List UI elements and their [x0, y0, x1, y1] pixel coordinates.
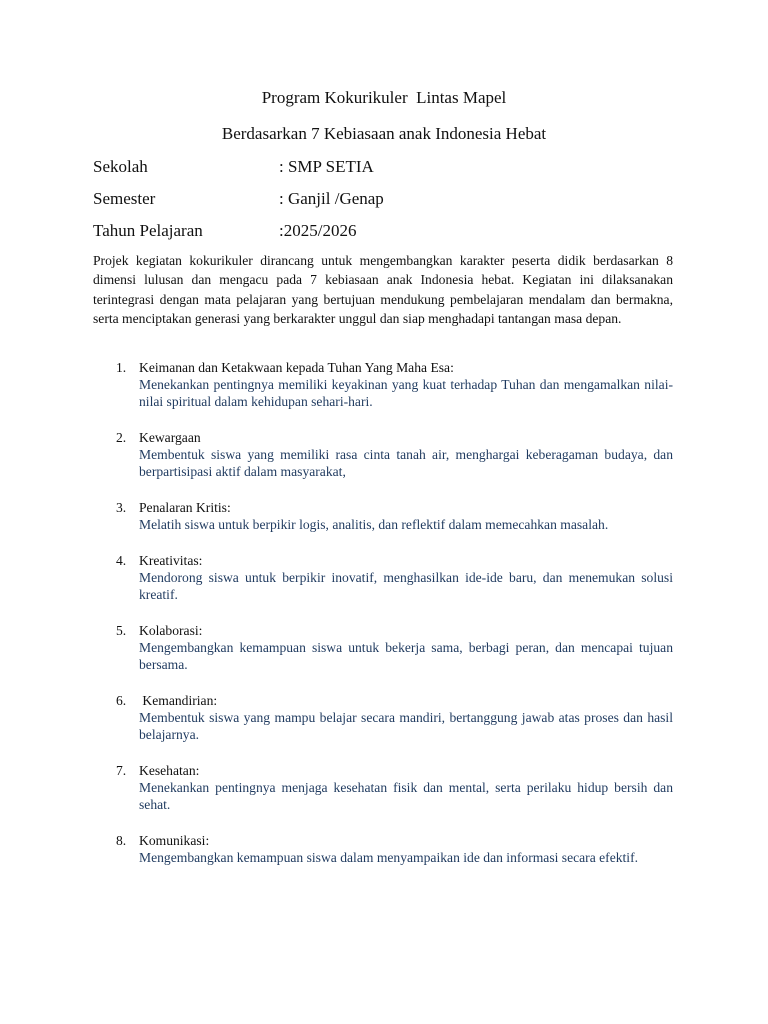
list-item-number: 3. — [116, 500, 127, 515]
intro-paragraph: Projek kegiatan kokurikuler dirancang untuk mengembangkan karakter peserta didik berdasarkan 8 dimensi lulusan dan mengacu pada 7 kebiasaan anak Indonesia hebat. Kegiatan ini dilaksanakan terintegrasi dengan mata pelajaran yang bertujuan mendukung pembelajaran mendalam dan bermakna, serta menciptakan generasi yang berkarakter unggul dan siap menghadapi tantangan masa depan. — [93, 253, 673, 327]
list-item-description: Melatih siswa untuk berpikir logis, analitis, dan reflektif dalam memecahkan masalah. — [139, 517, 609, 532]
list-item — [93, 359, 673, 410]
list-item-title: Kewargaan — [139, 430, 201, 445]
list-item-description: Mendorong siswa untuk berpikir inovatif, menghasilkan ide-ide baru, dan menemukan solusi kreatif. — [139, 570, 673, 602]
list-item-title: Kemandirian: — [139, 693, 218, 708]
info-value: : SMP SETIA — [279, 157, 374, 176]
list-item-title: Kesehatan: — [139, 763, 200, 778]
list-item-number: 8. — [116, 833, 127, 848]
list-item — [93, 552, 673, 603]
list-item-title: Kreativitas: — [139, 553, 203, 568]
list-item-description: Menekankan pentingnya menjaga kesehatan fisik dan mental, serta perilaku hidup bersih dan sehat. — [139, 780, 673, 812]
list-item — [93, 832, 673, 866]
list-item — [93, 429, 673, 480]
list-item — [93, 622, 673, 673]
list-item-number: 5. — [116, 623, 127, 638]
info-row-academic-year — [93, 220, 693, 242]
list-item-title: Keimanan dan Ketakwaan kepada Tuhan Yang Maha Esa: — [139, 360, 454, 375]
info-row-school — [93, 156, 693, 178]
list-item-number: 2. — [116, 430, 127, 445]
list-item-description: Membentuk siswa yang memiliki rasa cinta tanah air, menghargai keberagaman budaya, dan berpartisipasi aktif dalam masyarakat, — [139, 447, 673, 479]
list-item-description: Membentuk siswa yang mampu belajar secara mandiri, bertanggung jawab atas proses dan hasil belajarnya. — [139, 710, 673, 742]
list-item-description: Menekankan pentingnya memiliki keyakinan yang kuat terhadap Tuhan dan mengamalkan nilai-nilai spiritual dalam kehidupan sehari-hari. — [139, 377, 673, 409]
info-row-semester — [93, 188, 693, 210]
list-item-title: Penalaran Kritis: — [139, 500, 231, 515]
dimension-list — [93, 359, 673, 885]
list-item-number: 6. — [116, 693, 127, 708]
list-item — [93, 762, 673, 813]
info-value: :2025/2026 — [279, 221, 357, 240]
list-item-number: 7. — [116, 763, 127, 778]
list-item-title: Kolaborasi: — [139, 623, 203, 638]
list-item-description: Mengembangkan kemampuan siswa dalam menyampaikan ide dan informasi secara efektif. — [139, 850, 639, 865]
list-item-title: Komunikasi: — [139, 833, 210, 848]
list-item — [93, 499, 673, 533]
document-title: Program Kokurikuler Lintas Mapel — [261, 88, 507, 107]
list-item-number: 4. — [116, 553, 127, 568]
list-item-description: Mengembangkan kemampuan siswa untuk bekerja sama, berbagi peran, dan mencapai tujuan bersama. — [139, 640, 673, 672]
info-label: Sekolah — [93, 157, 148, 176]
list-item-number: 1. — [116, 360, 127, 375]
list-item — [93, 692, 673, 743]
info-label: Semester — [93, 189, 156, 208]
info-label: Tahun Pelajaran — [93, 221, 203, 240]
info-value: : Ganjil /Genap — [279, 189, 384, 208]
document-subtitle: Berdasarkan 7 Kebiasaan anak Indonesia Hebat — [221, 124, 547, 143]
